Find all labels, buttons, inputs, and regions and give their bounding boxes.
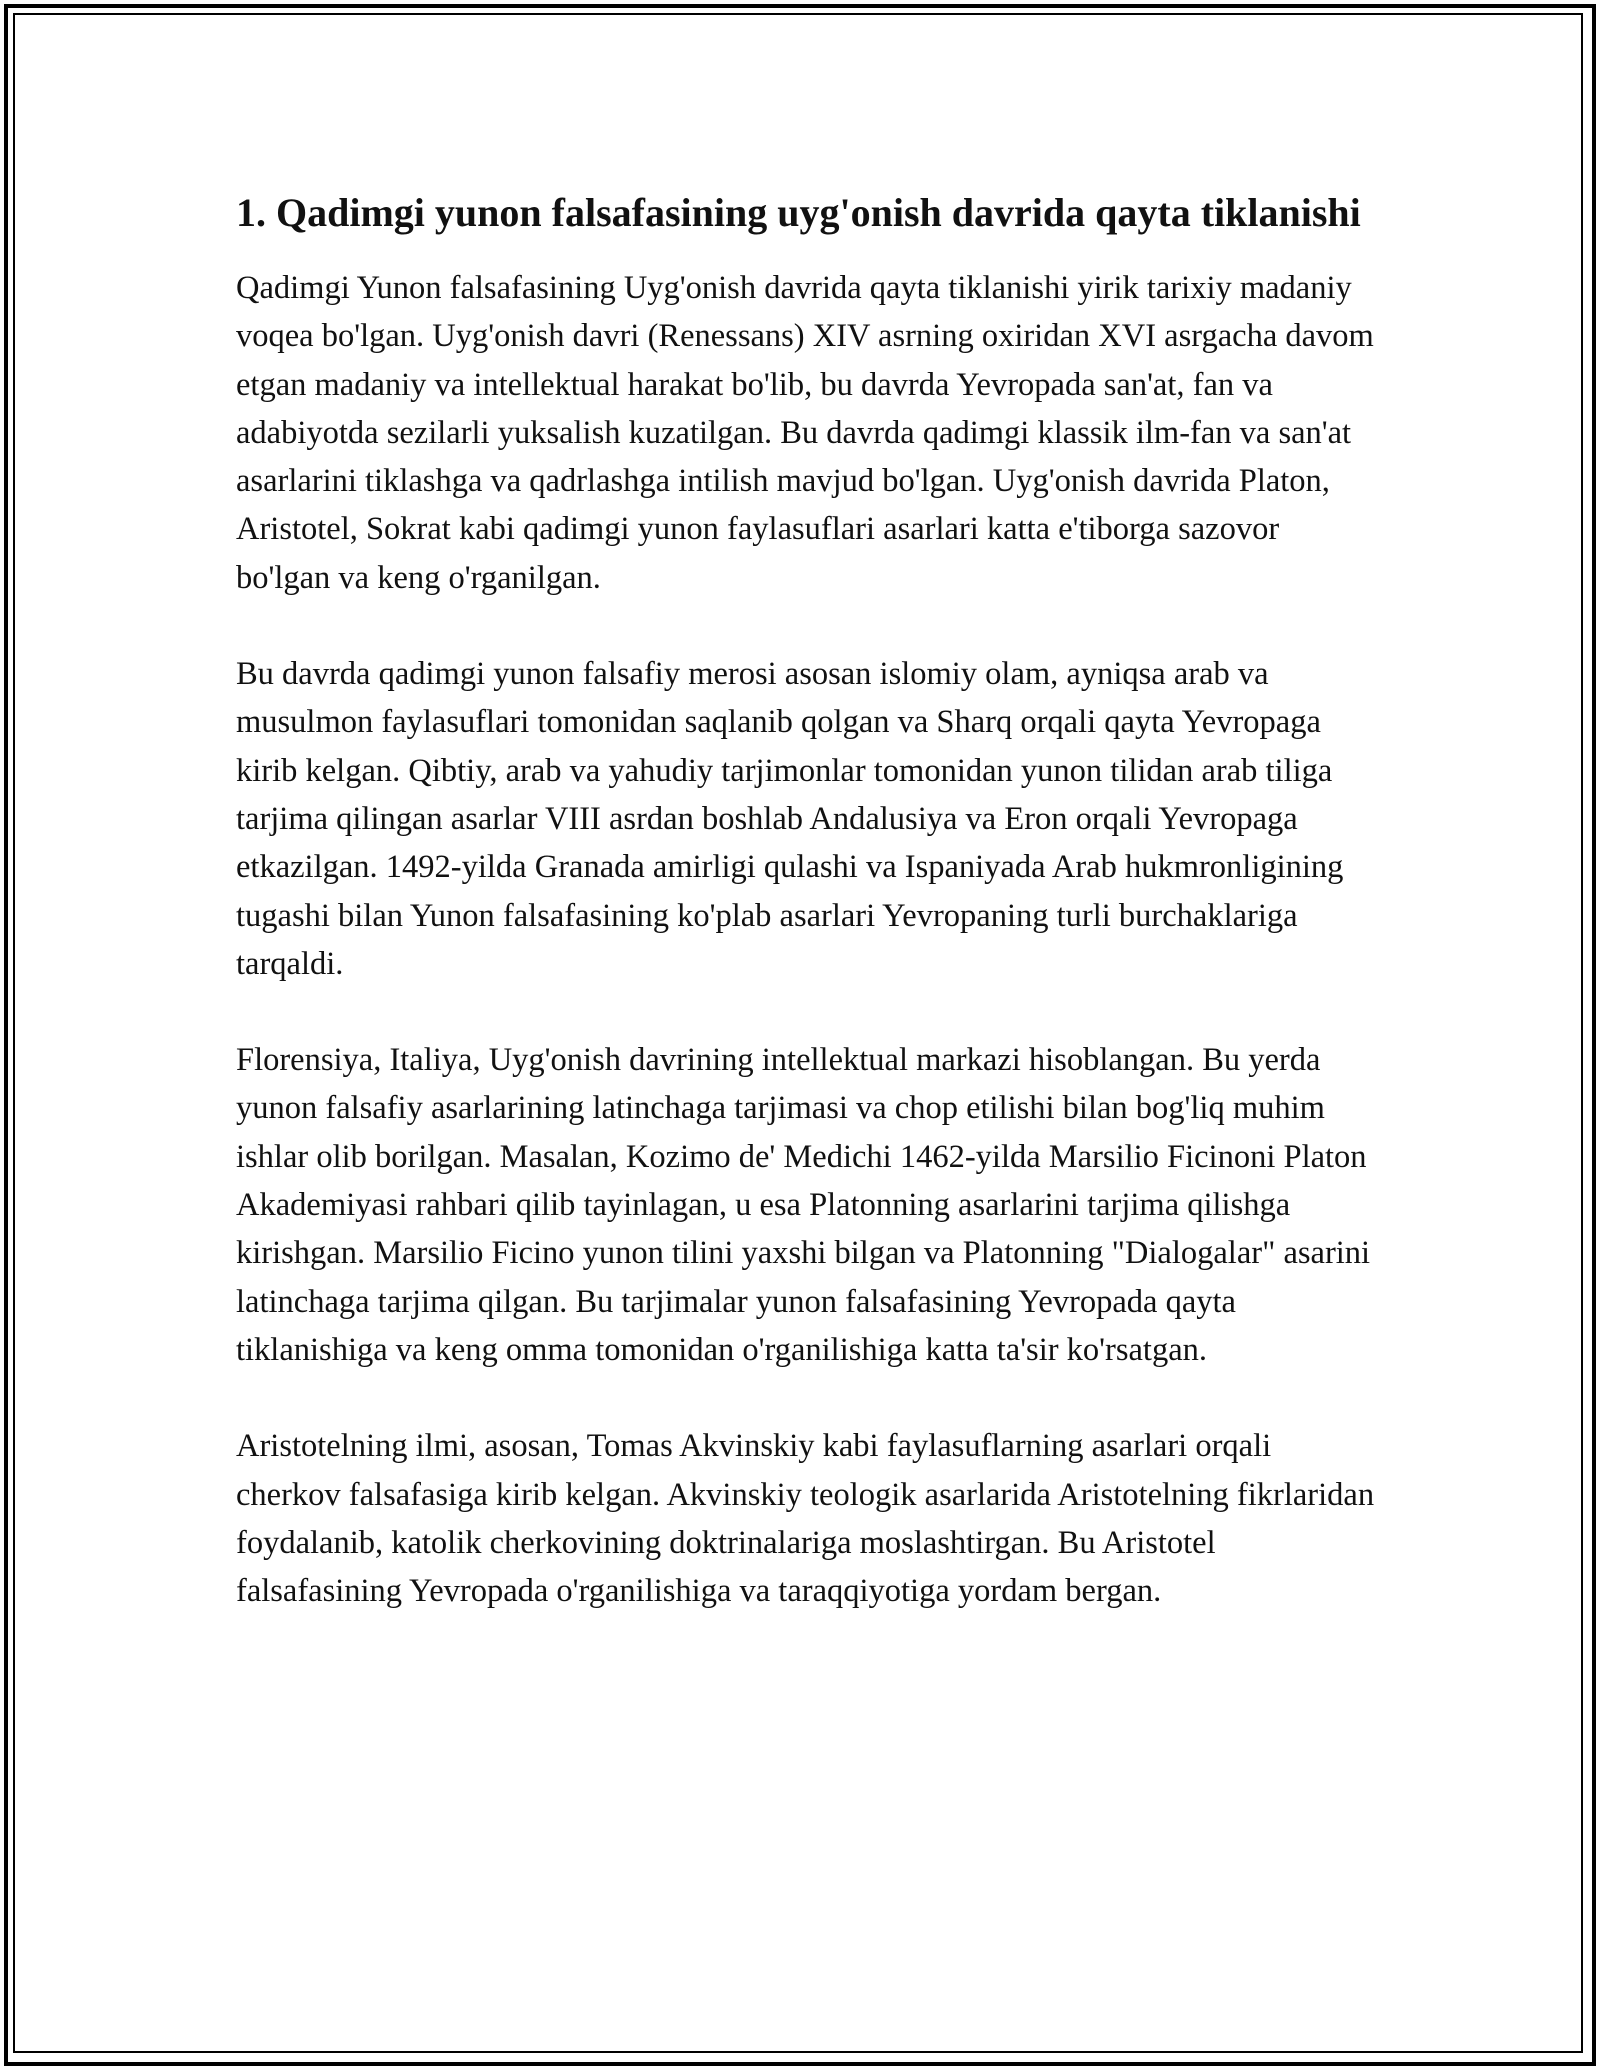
paragraph-1: Qadimgi Yunon falsafasining Uyg'onish davrida qayta tiklanishi yirik tarixiy madaniy voqea bo'lgan. Uyg'onish davri (Renessans) XIV asrning oxiridan XVI asrgacha davom etgan madaniy va intellektual harakat bo'lib, bu davrda Yevropada san'at, fan va adabiyotda sezilarli yuksalish kuzatilgan. Bu davrda qadimgi klassik ilm-fan va san'at asarlarini tiklashga va qadrlashga intilish mavjud bo'lgan. Uyg'onish davrida Platon, Aristotel, Sokrat kabi qadimgi yunon faylasuflari asarlari katta e'tiborga sazovor bo'lgan va keng o'rganilgan.: [236, 270, 1374, 596]
section-heading: 1. Qadimgi yunon falsafasining uyg'onish davrida qayta tiklanishi: [236, 190, 1361, 235]
paragraph-3: Florensiya, Italiya, Uyg'onish davrining intellektual markazi hisoblangan. Bu yerda yunon falsafiy asarlarining latinchaga tarjimasi va chop etilishi bilan bog'liq muhim ishlar olib borilgan. Masalan, Kozimo de' Medichi 1462-yilda Marsilio Ficinoni Platon Akademiyasi rahbari qilib tayinlagan, u esa Platonning asarlarini tarjima qilishga kirishgan. Marsilio Ficino yunon tilini yaxshi bilgan va Platonning "Dialogalar" asarini latinchaga tarjima qilgan. Bu tarjimalar yunon falsafasining Yevropada qayta tiklanishiga va keng omma tomonidan o'rganilishiga katta ta'sir ko'rsatgan.: [236, 1042, 1371, 1368]
document-body: [236, 185, 1376, 1663]
paragraph-2: Bu davrda qadimgi yunon falsafiy merosi asosan islomiy olam, ayniqsa arab va musulmon faylasuflari tomonidan saqlanib qolgan va Sharq orqali qayta Yevropaga kirib kelgan. Qibtiy, arab va yahudiy tarjimonlar tomonidan yunon tilidan arab tiliga tarjima qilingan asarlar VIII asrdan boshlab Andalusiya va Eron orqali Yevropaga etkazilgan. 1492-yilda Granada amirligi qulashi va Ispaniyada Arab hukmronligining tugashi bilan Yunon falsafasining ko'plab asarlari Yevropaning turli burchaklariga tarqaldi.: [236, 656, 1344, 982]
paragraph-4: Aristotelning ilmi, asosan, Tomas Akvinskiy kabi faylasuflarning asarlari orqali cherkov falsafasiga kirib kelgan. Akvinskiy teologik asarlarida Aristotelning fikrlaridan foydalanib, katolik cherkovining doktrinalariga moslashtirgan. Bu Aristotel falsafasining Yevropada o'rganilishiga va taraqqiyotiga yordam bergan.: [236, 1428, 1375, 1610]
